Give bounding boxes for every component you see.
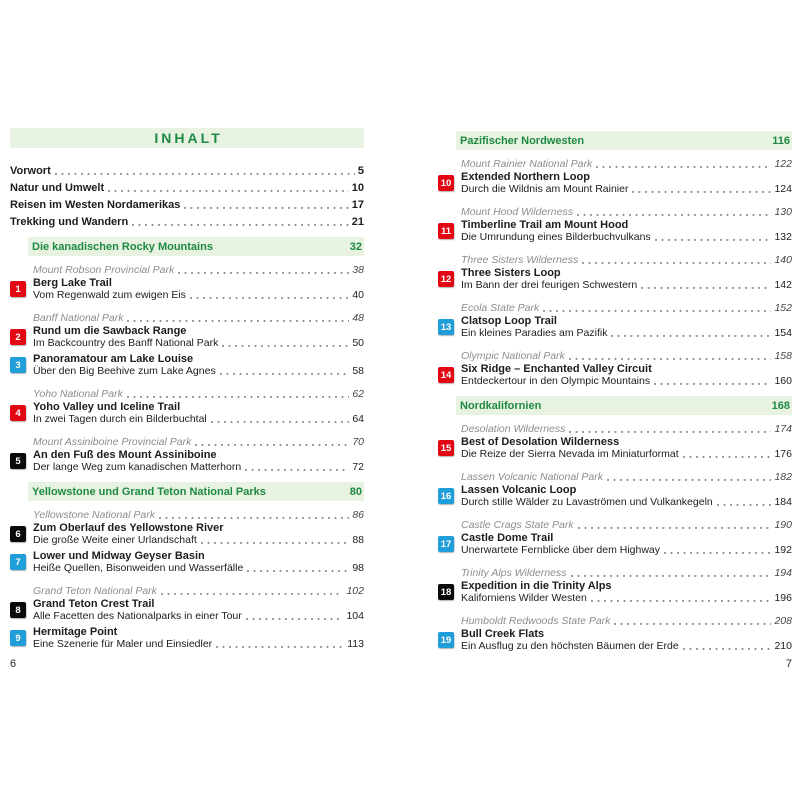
park-group [10, 312, 364, 377]
tour-number: 14 [440, 369, 452, 381]
tour-title: Best of Desolation Wilderness [461, 436, 620, 448]
dot-leader [108, 190, 349, 193]
tour-number-badge [10, 602, 26, 618]
dot-leader [664, 552, 771, 555]
tour-number-badge [438, 632, 454, 648]
park-group [438, 615, 792, 652]
tour-text [33, 550, 364, 574]
tour-number-badge [438, 536, 454, 552]
tour-title: Three Sisters Loop [461, 267, 561, 279]
park-entry [461, 567, 792, 579]
tour-text [461, 484, 792, 508]
page-number: 132 [774, 231, 792, 243]
page-number: 40 [352, 289, 364, 301]
page-number: 124 [774, 183, 792, 195]
tour-entry [438, 484, 792, 508]
section-header [28, 237, 364, 256]
tour-subtitle: Kaliforniens Wilder Westen [461, 592, 587, 604]
dot-leader [195, 444, 349, 447]
tour-subtitle-row [461, 544, 792, 556]
park-name: Olympic National Park [461, 350, 565, 362]
park-name: Lassen Volcanic National Park [461, 471, 604, 483]
tour-subtitle-row [33, 562, 364, 574]
dot-leader [578, 527, 772, 530]
tour-subtitle-row [33, 610, 364, 622]
dot-leader [247, 570, 349, 573]
tour-number: 17 [440, 538, 452, 550]
page-number: 72 [352, 461, 364, 473]
dot-leader [211, 421, 350, 424]
tour-title: Berg Lake Trail [33, 277, 112, 289]
tour-text [461, 628, 792, 652]
tour-subtitle-row [33, 365, 364, 377]
tour-subtitle-row [461, 327, 792, 339]
page-number: 21 [351, 216, 364, 228]
page-number: 86 [352, 509, 364, 521]
toc-entry [10, 211, 364, 228]
tour-subtitle: Ein kleines Paradies am Pazifik [461, 327, 608, 339]
tour-subtitle: Über den Big Beehive zum Lake Agnes [33, 365, 216, 377]
tour-entry [438, 436, 792, 460]
dot-leader [222, 345, 349, 348]
tour-number: 5 [15, 455, 21, 467]
tour-entry [10, 598, 364, 622]
contents-title: INHALT [154, 130, 223, 146]
park-group [10, 264, 364, 301]
section-page-number: 32 [349, 240, 362, 253]
tour-number: 8 [15, 604, 21, 616]
page-number: 17 [351, 199, 364, 211]
park-name: Grand Teton National Park [33, 585, 157, 597]
tour-number-badge [438, 488, 454, 504]
tour-subtitle: Der lange Weg zum kanadischen Matterhorn [33, 461, 242, 473]
dot-leader [132, 224, 349, 227]
dot-leader [717, 504, 772, 507]
section-title: Pazifischer Nordwesten [460, 134, 585, 147]
park-entry [461, 519, 792, 531]
section-header [28, 482, 364, 501]
dot-leader [614, 623, 771, 626]
page-footer-number-left: 6 [10, 658, 17, 670]
tour-title: Lower und Midway Geyser Basin [33, 550, 205, 562]
park-group [438, 471, 792, 508]
park-group [438, 567, 792, 604]
page-number: 102 [346, 585, 364, 597]
tour-number: 3 [15, 359, 21, 371]
tour-subtitle: Im Bann der drei feurigen Schwestern [461, 279, 638, 291]
tour-subtitle: Ein Ausflug zu den höchsten Bäumen der Erde [461, 640, 679, 652]
dot-leader [220, 373, 350, 376]
tour-subtitle: Durch die Wildnis am Mount Rainier [461, 183, 629, 195]
tour-title: Clatsop Loop Trail [461, 315, 557, 327]
park-name: Yoho National Park [33, 388, 123, 400]
page-number: 104 [346, 610, 364, 622]
park-name: Mount Assiniboine Provincial Park [33, 436, 192, 448]
page-number: 184 [774, 496, 792, 508]
tour-text [33, 626, 364, 650]
park-entry [461, 423, 792, 435]
park-group [438, 254, 792, 291]
dot-leader [55, 173, 355, 176]
page-number: 182 [774, 471, 792, 483]
tour-text [461, 315, 792, 339]
tour-entry [10, 353, 364, 377]
park-name: Mount Hood Wilderness [461, 206, 573, 218]
tour-subtitle: Unerwartete Fernblicke über dem Highway [461, 544, 661, 556]
page-number: 50 [352, 337, 364, 349]
tour-text [461, 219, 792, 243]
toc-entry-label: Natur und Umwelt [10, 182, 105, 194]
page-number: 140 [774, 254, 792, 266]
park-entry [461, 350, 792, 362]
tour-number-badge [438, 319, 454, 335]
tour-number-badge [438, 175, 454, 191]
section-title: Nordkalifornien [460, 399, 542, 412]
dot-leader [683, 456, 772, 459]
tour-subtitle-row [461, 592, 792, 604]
dot-leader [571, 575, 772, 578]
tour-subtitle: Heiße Quellen, Bisonweiden und Wasserfälle [33, 562, 244, 574]
park-entry [461, 254, 792, 266]
dot-leader [159, 517, 349, 520]
section-title: Die kanadischen Rocky Mountains [32, 240, 213, 253]
page-number: 174 [774, 423, 792, 435]
dot-leader [161, 593, 344, 596]
tour-subtitle: Eine Szenerie für Maler und Einsiedler [33, 638, 213, 650]
tour-entry [438, 315, 792, 339]
dot-leader [184, 207, 348, 210]
dot-leader [127, 320, 349, 323]
park-group [10, 436, 364, 473]
toc-page-right [438, 131, 792, 652]
park-entry [461, 615, 792, 627]
toc-page-left [10, 128, 364, 650]
tour-subtitle: Entdeckertour in den Olympic Mountains [461, 375, 651, 387]
dot-leader [582, 262, 771, 265]
dot-leader [596, 166, 771, 169]
tour-entry [438, 532, 792, 556]
tour-number-badge [10, 453, 26, 469]
tour-title: Castle Dome Trail [461, 532, 554, 544]
park-group [438, 519, 792, 556]
page-number: 210 [774, 640, 792, 652]
tour-number-badge [10, 630, 26, 646]
tour-number: 11 [440, 225, 452, 237]
toc-entry [10, 194, 364, 211]
page-footer-number-right: 7 [785, 658, 792, 670]
tour-subtitle-row [461, 279, 792, 291]
section-page-number: 80 [349, 485, 362, 498]
section-header [456, 131, 792, 150]
park-name: Ecola State Park [461, 302, 540, 314]
tour-text [461, 532, 792, 556]
tour-subtitle-row [33, 289, 364, 301]
tour-number-badge [438, 584, 454, 600]
page-number: 62 [352, 388, 364, 400]
page-number: 192 [774, 544, 792, 556]
tour-subtitle: Die Umrundung eines Bilderbuchvulkans [461, 231, 651, 243]
page-number: 160 [774, 375, 792, 387]
dot-leader [201, 542, 350, 545]
tour-text [33, 353, 364, 377]
tour-title: Bull Creek Flats [461, 628, 545, 640]
tour-entry [438, 363, 792, 387]
page-number: 70 [352, 436, 364, 448]
tour-entry [10, 626, 364, 650]
park-name: Humboldt Redwoods State Park [461, 615, 611, 627]
dot-leader [190, 297, 349, 300]
park-group [438, 302, 792, 339]
contents-title-band [10, 128, 364, 148]
tour-subtitle-row [461, 640, 792, 652]
tour-text [461, 580, 792, 604]
tour-number: 15 [440, 442, 452, 454]
tour-number-badge [438, 223, 454, 239]
page-number: 48 [352, 312, 364, 324]
park-group [10, 388, 364, 425]
tour-title: Extended Northern Loop [461, 171, 590, 183]
dot-leader [607, 479, 771, 482]
park-name: Castle Crags State Park [461, 519, 574, 531]
park-group [10, 509, 364, 574]
dot-leader [641, 287, 771, 290]
page-number: 122 [774, 158, 792, 170]
tour-title: Six Ridge – Enchanted Valley Circuit [461, 363, 652, 375]
tour-text [33, 401, 364, 425]
tour-number-badge [438, 440, 454, 456]
dot-leader [632, 191, 771, 194]
tour-title: Zum Oberlauf des Yellowstone River [33, 522, 224, 534]
section-page-number: 168 [771, 399, 790, 412]
tour-entry [10, 277, 364, 301]
tour-entry [438, 171, 792, 195]
tour-subtitle-row [461, 183, 792, 195]
park-entry [33, 264, 364, 276]
dot-leader [683, 648, 772, 651]
tour-text [33, 522, 364, 546]
tour-text [33, 449, 364, 473]
park-group [438, 423, 792, 460]
park-name: Yellowstone National Park [33, 509, 155, 521]
park-entry [33, 436, 364, 448]
tour-number-badge [10, 357, 26, 373]
tour-subtitle-row [461, 496, 792, 508]
toc-entry-label: Trekking und Wandern [10, 216, 129, 228]
dot-leader [216, 646, 344, 649]
tour-number-badge [438, 367, 454, 383]
tour-entry [10, 522, 364, 546]
park-group [438, 158, 792, 195]
tour-number-badge [438, 271, 454, 287]
dot-leader [178, 272, 349, 275]
dot-leader [654, 383, 771, 386]
tour-number: 19 [440, 634, 452, 646]
dot-leader [245, 469, 349, 472]
page-number: 5 [357, 165, 364, 177]
tour-number: 7 [15, 556, 21, 568]
tour-subtitle-row [461, 231, 792, 243]
page-number: 113 [347, 638, 364, 650]
tour-number: 6 [15, 528, 21, 540]
tour-title: Yoho Valley und Iceline Trail [33, 401, 181, 413]
park-name: Mount Robson Provincial Park [33, 264, 175, 276]
tour-title: Rund um die Sawback Range [33, 325, 187, 337]
tour-subtitle-row [33, 413, 364, 425]
tour-title: Hermitage Point [33, 626, 118, 638]
tour-text [461, 171, 792, 195]
tour-number: 10 [440, 177, 452, 189]
tour-number: 16 [440, 490, 452, 502]
dot-leader [246, 618, 344, 621]
section-page-number: 116 [772, 134, 790, 147]
tour-entry [438, 580, 792, 604]
tour-subtitle-row [461, 375, 792, 387]
page-number: 176 [774, 448, 792, 460]
dot-leader [127, 396, 349, 399]
tour-entry [10, 325, 364, 349]
page-number: 64 [352, 413, 364, 425]
park-name: Three Sisters Wilderness [461, 254, 579, 266]
toc-entry [10, 177, 364, 194]
tour-subtitle: Die Reize der Sierra Nevada im Miniaturformat [461, 448, 679, 460]
tour-title: An den Fuß des Mount Assiniboine [33, 449, 217, 461]
dot-leader [577, 214, 772, 217]
park-name: Trinity Alps Wilderness [461, 567, 567, 579]
page-number: 58 [352, 365, 364, 377]
tour-text [33, 277, 364, 301]
toc-entry [10, 160, 364, 177]
park-entry [33, 388, 364, 400]
tour-number: 2 [15, 331, 21, 343]
tour-number-badge [10, 329, 26, 345]
park-entry [461, 302, 792, 314]
page-number: 98 [352, 562, 364, 574]
tour-text [33, 598, 364, 622]
dot-leader [569, 358, 772, 361]
page-number: 190 [774, 519, 792, 531]
park-entry [33, 585, 364, 597]
tour-subtitle: Durch stille Wälder zu Lavaströmen und Vulkankegeln [461, 496, 713, 508]
park-entry [461, 206, 792, 218]
park-name: Mount Rainier National Park [461, 158, 593, 170]
tour-title: Timberline Trail am Mount Hood [461, 219, 629, 231]
dot-leader [611, 335, 771, 338]
tour-subtitle: Vom Regenwald zum ewigen Eis [33, 289, 186, 301]
park-name: Banff National Park [33, 312, 124, 324]
page-number: 154 [774, 327, 792, 339]
tour-entry [438, 219, 792, 243]
tour-number: 9 [15, 632, 21, 644]
toc-entry-label: Reisen im Westen Nordamerikas [10, 199, 181, 211]
tour-subtitle: Alle Facetten des Nationalparks in einer Tour [33, 610, 242, 622]
tour-entry [438, 267, 792, 291]
tour-subtitle-row [33, 337, 364, 349]
tour-entry [10, 449, 364, 473]
park-group [10, 585, 364, 650]
park-entry [33, 509, 364, 521]
page-number: 158 [774, 350, 792, 362]
tour-number-badge [10, 281, 26, 297]
page-number: 194 [774, 567, 792, 579]
page-number: 208 [774, 615, 792, 627]
tour-subtitle: Die große Weite einer Urlandschaft [33, 534, 197, 546]
tour-number: 13 [440, 321, 452, 333]
section-header [456, 396, 792, 415]
page-number: 88 [352, 534, 364, 546]
tour-entry [10, 550, 364, 574]
park-entry [461, 158, 792, 170]
page-number: 10 [351, 182, 364, 194]
tour-number: 1 [15, 283, 21, 295]
tour-number: 18 [440, 586, 452, 598]
tour-text [33, 325, 364, 349]
tour-subtitle: Im Backcountry des Banff National Park [33, 337, 219, 349]
page-number: 38 [352, 264, 364, 276]
park-group [438, 206, 792, 243]
tour-subtitle-row [33, 461, 364, 473]
tour-number: 12 [440, 273, 452, 285]
section-title: Yellowstone und Grand Teton National Parks [32, 485, 266, 498]
tour-subtitle-row [461, 448, 792, 460]
tour-title: Grand Teton Crest Trail [33, 598, 155, 610]
page-number: 142 [774, 279, 792, 291]
page-number: 152 [774, 302, 792, 314]
tour-number: 4 [15, 407, 21, 419]
tour-entry [438, 628, 792, 652]
tour-title: Expedition in die Trinity Alps [461, 580, 612, 592]
park-group [438, 350, 792, 387]
page-number: 196 [774, 592, 792, 604]
dot-leader [569, 431, 771, 434]
tour-text [461, 363, 792, 387]
toc-entry-label: Vorwort [10, 165, 51, 177]
tour-title: Lassen Volcanic Loop [461, 484, 577, 496]
tour-entry [10, 401, 364, 425]
tour-text [461, 267, 792, 291]
tour-title: Panoramatour am Lake Louise [33, 353, 194, 365]
tour-subtitle-row [33, 534, 364, 546]
dot-leader [655, 239, 772, 242]
tour-number-badge [10, 405, 26, 421]
park-entry [33, 312, 364, 324]
park-name: Desolation Wilderness [461, 423, 566, 435]
tour-text [461, 436, 792, 460]
dot-leader [543, 310, 771, 313]
page-number: 130 [774, 206, 792, 218]
park-entry [461, 471, 792, 483]
tour-subtitle: In zwei Tagen durch ein Bilderbuchtal [33, 413, 207, 425]
tour-subtitle-row [33, 638, 364, 650]
tour-number-badge [10, 554, 26, 570]
dot-leader [591, 600, 772, 603]
tour-number-badge [10, 526, 26, 542]
